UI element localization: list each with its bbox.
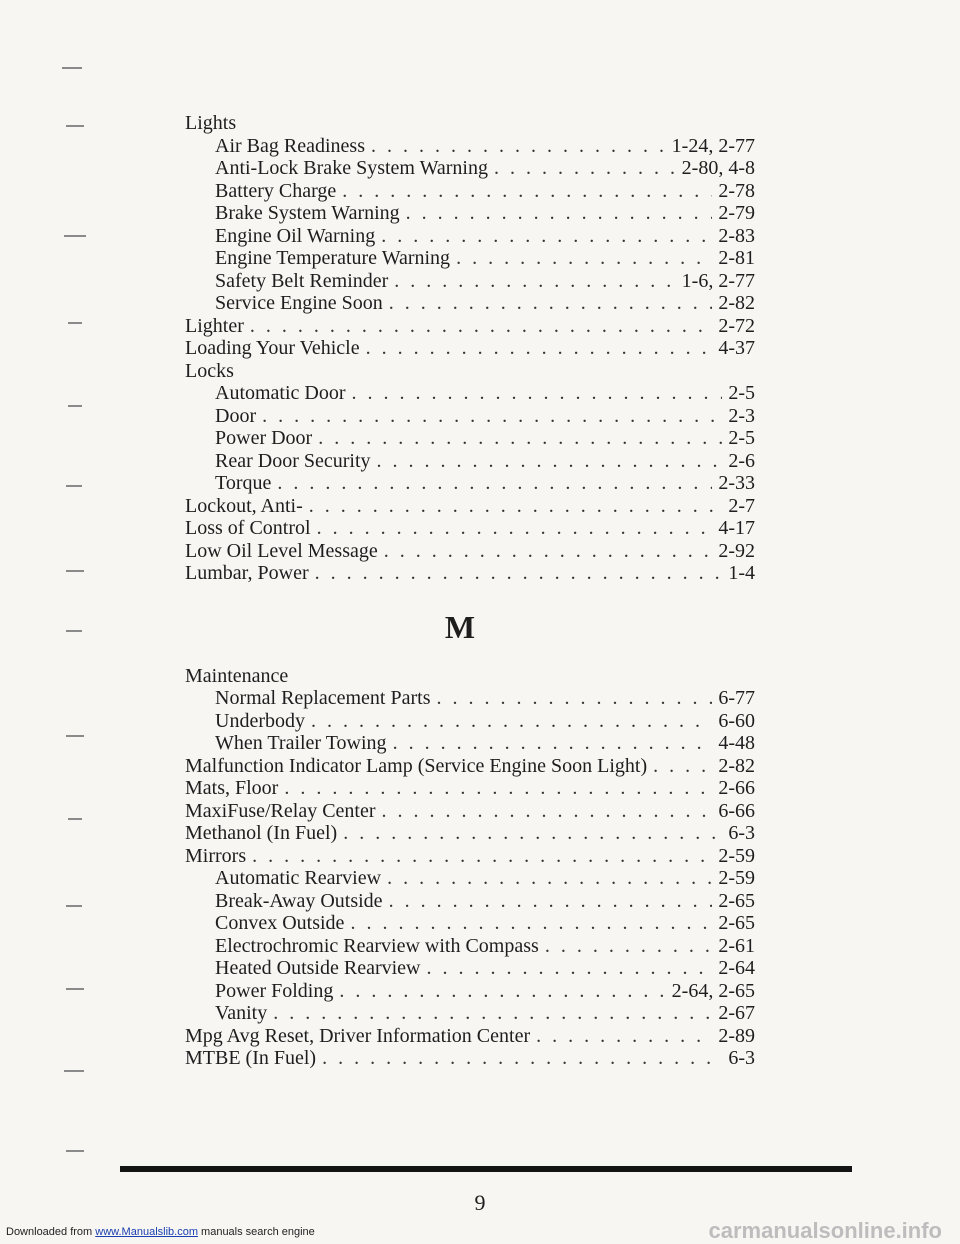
m-entries-group-b xyxy=(185,1025,755,1070)
index-heading-lights: Lights xyxy=(185,112,237,134)
entry-title: Heated Outside Rearview xyxy=(215,957,421,979)
index-entry xyxy=(185,935,755,958)
index-entry xyxy=(185,980,755,1003)
margin-mark xyxy=(68,322,82,324)
index-entry xyxy=(185,472,755,495)
entry-page-ref: 1-6, 2-77 xyxy=(681,269,755,292)
entry-title: Normal Replacement Parts xyxy=(215,687,431,709)
locks-subentries xyxy=(185,382,755,495)
index-entry xyxy=(185,822,755,845)
index-entry xyxy=(185,957,755,980)
entry-page-ref: 4-48 xyxy=(718,732,755,754)
entry-page-ref: 2-80, 4-8 xyxy=(681,157,755,179)
index-entry xyxy=(185,800,755,823)
entry-title: Underbody xyxy=(215,709,305,732)
margin-mark xyxy=(68,818,82,820)
index-entry xyxy=(185,157,755,180)
l-entries-group-b xyxy=(185,495,755,585)
dot-leader xyxy=(322,1047,722,1070)
margin-mark xyxy=(66,570,84,572)
entry-page-ref: 2-59 xyxy=(718,844,755,867)
entry-page-ref: 2-59 xyxy=(718,867,755,889)
entry-page-ref: 1-24, 2-77 xyxy=(671,134,755,157)
dot-leader xyxy=(366,337,713,360)
entry-title: Methanol (In Fuel) xyxy=(185,822,338,844)
index-entry xyxy=(185,1002,755,1025)
entry-title: Torque xyxy=(215,472,272,494)
dot-leader xyxy=(394,270,675,293)
margin-mark xyxy=(66,735,84,737)
entry-page-ref: 2-78 xyxy=(718,179,755,202)
index-entry xyxy=(185,710,755,733)
index-entry xyxy=(185,867,755,890)
entry-page-ref: 6-60 xyxy=(718,709,755,732)
entry-title: Break-Away Outside xyxy=(215,889,383,912)
dot-leader xyxy=(318,427,722,450)
index-entry xyxy=(185,777,755,800)
index-column xyxy=(185,112,755,1070)
index-entry xyxy=(185,450,755,473)
index-entry xyxy=(185,202,755,225)
entry-page-ref: 1-4 xyxy=(728,562,755,584)
dot-leader xyxy=(406,202,713,225)
index-entry xyxy=(185,1025,755,1048)
entry-title: Engine Oil Warning xyxy=(215,224,376,247)
entry-title: Loading Your Vehicle xyxy=(185,337,360,359)
l-entries-group-a xyxy=(185,315,755,360)
entry-title: Power Folding xyxy=(215,979,334,1002)
margin-mark xyxy=(66,988,84,990)
dot-leader xyxy=(311,710,712,733)
entry-title: Lighter xyxy=(185,314,244,337)
index-entry xyxy=(185,562,755,585)
scan-margin-marks xyxy=(48,60,88,1160)
entry-title: Engine Temperature Warning xyxy=(215,247,451,269)
entry-title: Service Engine Soon xyxy=(215,292,383,314)
entry-page-ref: 2-67 xyxy=(718,1002,755,1024)
dot-leader xyxy=(352,382,723,405)
index-entry xyxy=(185,540,755,563)
entry-page-ref: 2-7 xyxy=(728,494,755,517)
entry-page-ref: 2-64, 2-65 xyxy=(671,979,755,1002)
index-entry xyxy=(185,1047,755,1070)
entry-title: Battery Charge xyxy=(215,179,337,202)
index-entry xyxy=(185,247,755,270)
mirrors-subentries xyxy=(185,867,755,1025)
entry-page-ref: 2-5 xyxy=(728,427,755,449)
lights-subentries xyxy=(185,135,755,315)
margin-mark xyxy=(66,125,84,127)
entry-page-ref: 2-82 xyxy=(718,754,755,777)
dot-leader xyxy=(393,732,713,755)
index-entry xyxy=(185,270,755,293)
entry-page-ref: 2-92 xyxy=(718,539,755,562)
dot-leader xyxy=(262,405,722,428)
entry-page-ref: 4-37 xyxy=(718,337,755,359)
index-entry xyxy=(185,517,755,540)
entry-title: Low Oil Level Message xyxy=(185,539,378,562)
watermark: carmanualsonline.info xyxy=(708,1218,942,1243)
dot-leader xyxy=(343,822,722,845)
dot-leader xyxy=(384,540,713,563)
entry-title: Anti-Lock Brake System Warning xyxy=(215,157,488,179)
entry-page-ref: 2-3 xyxy=(728,404,755,427)
dot-leader xyxy=(382,800,713,823)
page-bottom-rule xyxy=(120,1166,852,1172)
dot-leader xyxy=(437,687,713,710)
page-number: 9 xyxy=(474,1190,486,1215)
entry-page-ref: 6-77 xyxy=(718,687,755,709)
entry-title: Mirrors xyxy=(185,844,247,867)
dot-leader xyxy=(653,755,712,778)
entry-page-ref: 2-5 xyxy=(728,382,755,404)
dot-leader xyxy=(387,867,712,890)
index-entry xyxy=(185,732,755,755)
dot-leader xyxy=(277,472,712,495)
entry-title: Air Bag Readiness xyxy=(215,134,365,157)
index-entry xyxy=(185,292,755,315)
entry-page-ref: 2-81 xyxy=(718,247,755,269)
footer-prefix: Downloaded from xyxy=(6,1226,96,1238)
dot-leader xyxy=(494,157,676,180)
entry-page-ref: 2-72 xyxy=(718,314,755,337)
entry-title: MTBE (In Fuel) xyxy=(185,1047,317,1069)
dot-leader xyxy=(342,180,712,203)
index-entry xyxy=(185,755,755,778)
index-entry xyxy=(185,382,755,405)
dot-leader xyxy=(371,135,666,158)
footer-suffix: manuals search engine xyxy=(197,1226,315,1238)
dot-leader xyxy=(377,450,723,473)
margin-mark xyxy=(66,630,82,632)
index-heading-locks: Locks xyxy=(185,359,234,382)
dot-leader xyxy=(350,912,712,935)
index-entry xyxy=(185,687,755,710)
dot-leader xyxy=(309,495,723,518)
margin-mark xyxy=(66,1150,84,1152)
entry-page-ref: 2-89 xyxy=(718,1024,755,1047)
entry-title: Door xyxy=(215,404,257,427)
dot-leader xyxy=(315,562,723,585)
dot-leader xyxy=(536,1025,712,1048)
entry-page-ref: 4-17 xyxy=(718,517,755,539)
index-entry xyxy=(185,315,755,338)
maintenance-subentries xyxy=(185,687,755,755)
entry-page-ref: 6-66 xyxy=(718,799,755,822)
section-letter-m: M xyxy=(444,608,476,645)
entry-title: Rear Door Security xyxy=(215,449,371,472)
entry-title: Brake System Warning xyxy=(215,202,400,224)
download-footer xyxy=(6,1226,315,1238)
entry-page-ref: 2-82 xyxy=(718,292,755,314)
entry-title: Safety Belt Reminder xyxy=(215,269,389,292)
index-entry xyxy=(185,180,755,203)
dot-leader xyxy=(426,957,712,980)
margin-mark xyxy=(68,405,82,407)
dot-leader xyxy=(250,315,712,338)
entry-page-ref: 2-65 xyxy=(718,889,755,912)
entry-page-ref: 2-61 xyxy=(718,934,755,957)
dot-leader xyxy=(273,1002,712,1025)
manualslib-link[interactable]: www.Manualslib.com xyxy=(95,1226,198,1238)
index-entry xyxy=(185,405,755,428)
margin-mark xyxy=(64,1070,84,1072)
dot-leader xyxy=(545,935,713,958)
dot-leader xyxy=(389,292,713,315)
dot-leader xyxy=(317,517,713,540)
index-entry xyxy=(185,912,755,935)
dot-leader xyxy=(252,845,712,868)
dot-leader xyxy=(284,777,712,800)
entry-page-ref: 2-79 xyxy=(718,202,755,224)
entry-page-ref: 2-33 xyxy=(718,472,755,494)
entry-title: Loss of Control xyxy=(185,517,311,539)
entry-page-ref: 6-3 xyxy=(728,1047,755,1069)
entry-page-ref: 2-64 xyxy=(718,957,755,979)
margin-mark xyxy=(66,485,82,487)
entry-title: Mpg Avg Reset, Driver Information Center xyxy=(185,1024,531,1047)
index-entry xyxy=(185,890,755,913)
entry-title: When Trailer Towing xyxy=(215,732,387,754)
entry-title: Lockout, Anti- xyxy=(185,494,303,517)
entry-page-ref: 6-3 xyxy=(728,822,755,844)
entry-title: Lumbar, Power xyxy=(185,562,309,584)
index-entry xyxy=(185,225,755,248)
dot-leader xyxy=(456,247,712,270)
index-entry xyxy=(185,427,755,450)
entry-page-ref: 2-66 xyxy=(718,777,755,799)
entry-page-ref: 2-65 xyxy=(718,912,755,934)
index-entry xyxy=(185,337,755,360)
entry-title: Power Door xyxy=(215,427,313,449)
entry-title: Vanity xyxy=(215,1002,268,1024)
entry-title: Mats, Floor xyxy=(185,777,279,799)
entry-title: Automatic Rearview xyxy=(215,867,382,889)
index-entry xyxy=(185,135,755,158)
entry-title: Convex Outside xyxy=(215,912,345,934)
dot-leader xyxy=(339,980,665,1003)
margin-mark xyxy=(62,67,82,69)
entry-title: Malfunction Indicator Lamp (Service Engine Soon Light) xyxy=(185,754,648,777)
entry-page-ref: 2-83 xyxy=(718,224,755,247)
margin-mark xyxy=(64,235,86,237)
entry-title: Electrochromic Rearview with Compass xyxy=(215,934,539,957)
margin-mark xyxy=(66,905,82,907)
index-entry xyxy=(185,495,755,518)
index-heading-maintenance: Maintenance xyxy=(185,664,289,687)
entry-title: MaxiFuse/Relay Center xyxy=(185,799,376,822)
entry-page-ref: 2-6 xyxy=(728,449,755,472)
index-entry xyxy=(185,845,755,868)
m-entries-group-a xyxy=(185,755,755,868)
dot-leader xyxy=(389,890,713,913)
entry-title: Automatic Door xyxy=(215,382,346,404)
dot-leader xyxy=(381,225,712,248)
